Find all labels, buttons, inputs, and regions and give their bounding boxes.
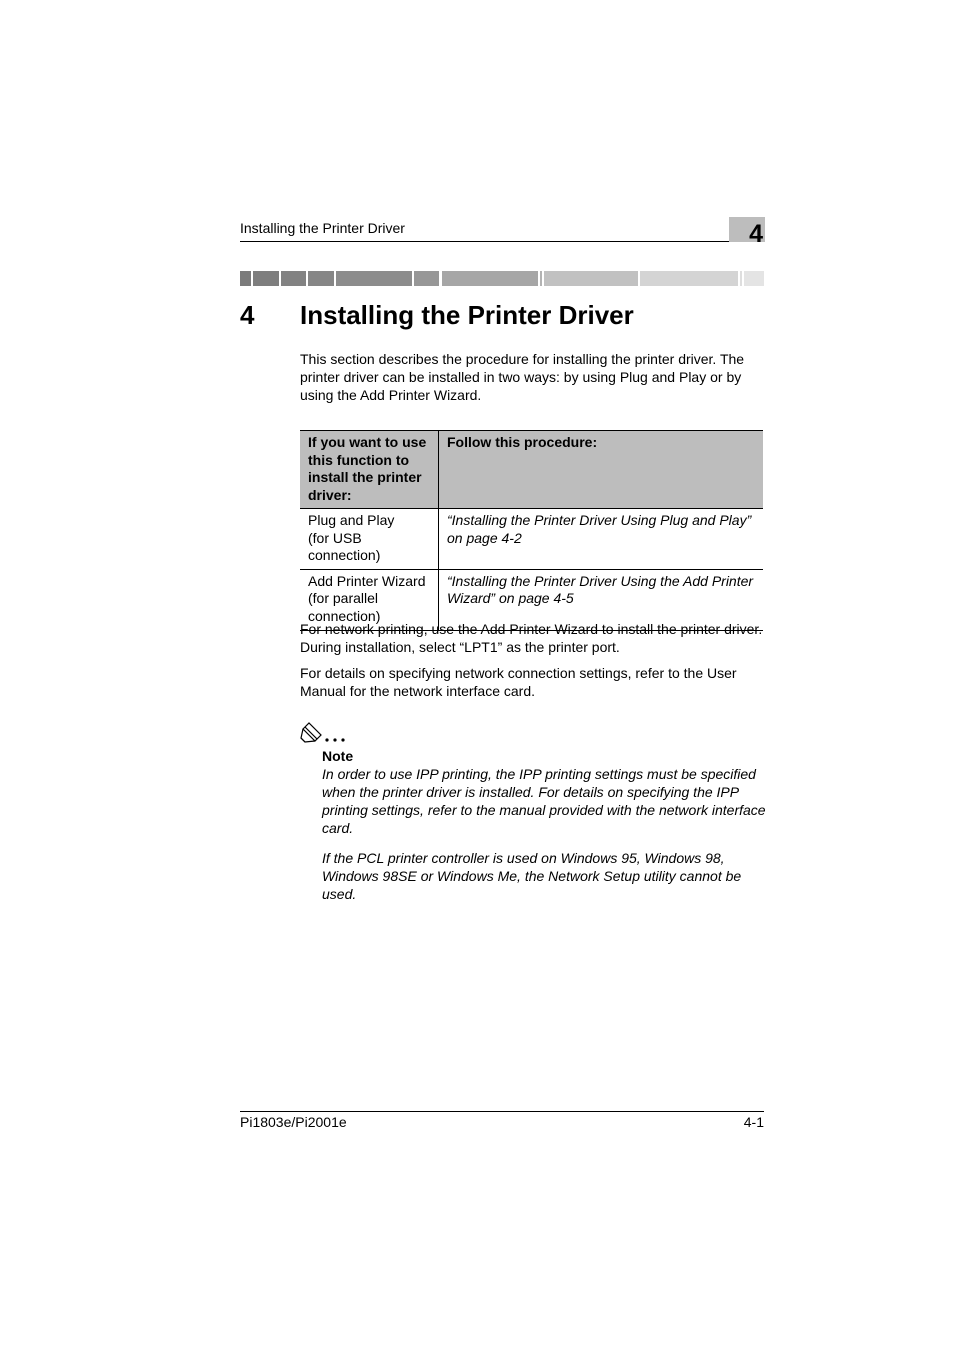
note-paragraph: If the PCL printer controller is used on Windows 95, Windows 98, Windows 98SE or Windows Me, the Network Setup utility cannot be used. [322,850,742,902]
network-printing-paragraph: For network printing, use the Add Printer Wizard to install the printer driver. During installation, select “LPT1” as the printer port. [300,621,763,655]
table-header-function: If you want to use this function to install the printer driver: [300,431,439,509]
decorative-gradient-bar [240,271,764,286]
function-name: Add Printer Wizard [308,572,426,589]
function-connection: (for parallel connection) [308,590,381,624]
footer-page-number: 4-1 [743,1114,764,1130]
network-settings-paragraph: For details on specifying network connection settings, refer to the User Manual for the network interface card. [300,665,737,699]
table-header-row [300,431,763,509]
function-connection: (for USB connection) [308,529,381,563]
table-cell-procedure-link[interactable]: “Installing the Printer Driver Using Plug and Play” on page 4-2 [439,509,764,570]
table-cell-function [300,509,439,570]
header-rule [240,241,764,242]
note-label: Note [322,748,354,764]
note-paragraph: In order to use IPP printing, the IPP printing settings must be specified when the printer driver is installed. For details on specifying the IPP printing settings, refer to the manual provided with the network interface card. [322,766,766,836]
chapter-number: 4 [240,300,255,330]
table-row [300,509,763,570]
table-cell-procedure-link[interactable]: “Installing the Printer Driver Using the Add Printer Wizard” on page 4-5 [439,569,764,630]
table-header-procedure: Follow this procedure: [439,431,764,509]
chapter-tab: 4 [729,217,765,242]
pencil-note-icon [300,719,350,745]
procedure-table [300,430,763,631]
footer-rule [240,1111,764,1112]
function-name: Plug and Play [308,512,395,528]
running-header-title: Installing the Printer Driver [240,220,405,236]
intro-paragraph: This section describes the procedure for installing the printer driver. The printer driver can be installed in two ways: by using Plug and Play or by using the Add Printer Wizard. [300,351,745,403]
footer-model-name: Pi1803e/Pi2001e [240,1114,347,1130]
chapter-title: Installing the Printer Driver [300,300,634,330]
